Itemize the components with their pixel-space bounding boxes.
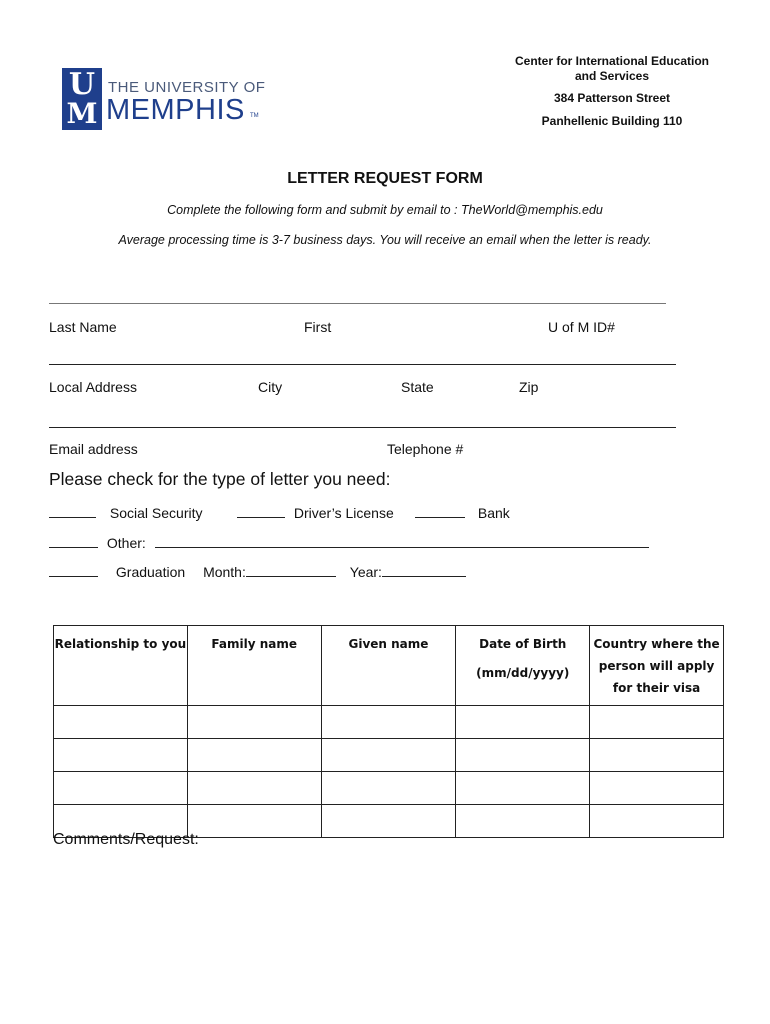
- processing-note: Average processing time is 3-7 business days. You will receive an email when the letter is ready.: [118, 233, 652, 247]
- drivers-license-label: Driver’s License: [293, 505, 394, 521]
- other-option: [49, 535, 649, 551]
- local-address-label: Local Address: [49, 379, 137, 395]
- graduation-option: [49, 564, 466, 580]
- submit-instruction: Complete the following form and submit by email to : TheWorld@memphis.edu: [167, 203, 603, 217]
- last-name-label: Last Name: [49, 319, 117, 335]
- table-cell[interactable]: [187, 739, 321, 772]
- other-label: Other:: [106, 535, 146, 551]
- header-given-name: Given name: [321, 626, 456, 706]
- table-cell[interactable]: [456, 772, 590, 805]
- table-cell[interactable]: [590, 739, 724, 772]
- telephone-label: Telephone #: [387, 441, 464, 457]
- logo-line1: THE UNIVERSITY OF: [108, 79, 266, 96]
- table-row: [54, 706, 724, 739]
- name-line[interactable]: [49, 303, 666, 304]
- state-label: State: [401, 379, 434, 395]
- header-date-of-birth: Date of Birth (mm/dd/yyyy): [456, 626, 590, 706]
- table-row: [54, 772, 724, 805]
- graduation-check[interactable]: [49, 564, 98, 577]
- zip-label: Zip: [519, 379, 539, 395]
- logo-line2: MEMPHIS: [106, 94, 245, 126]
- comments-label: Comments/Request:: [53, 831, 199, 848]
- table-header-row: [54, 626, 724, 706]
- social-security-check[interactable]: [49, 505, 96, 518]
- university-logo: [62, 67, 266, 132]
- monogram-m: M: [66, 97, 98, 130]
- org-name-line1: Center for International Education: [514, 54, 709, 68]
- header-family-name: Family name: [187, 626, 321, 706]
- table-cell[interactable]: [187, 706, 321, 739]
- um-monogram: [62, 68, 102, 130]
- bank-option: [415, 505, 510, 521]
- email-label: Email address: [49, 441, 138, 457]
- table-cell[interactable]: [321, 772, 456, 805]
- table-cell[interactable]: [456, 706, 590, 739]
- table-cell[interactable]: [590, 772, 724, 805]
- other-check[interactable]: [49, 535, 98, 548]
- building-address: Panhellenic Building 110: [541, 114, 683, 128]
- table-cell[interactable]: [590, 706, 724, 739]
- uofm-id-label: U of M ID#: [548, 319, 615, 335]
- header-relationship: Relationship to you: [54, 626, 188, 706]
- table-cell[interactable]: [456, 805, 590, 838]
- graduation-label: Graduation: [115, 564, 186, 580]
- contact-line[interactable]: [49, 427, 676, 428]
- month-label: Month:: [203, 564, 246, 580]
- table-cell[interactable]: [187, 805, 321, 838]
- year-label: Year:: [349, 564, 382, 580]
- table-cell[interactable]: [456, 739, 590, 772]
- letter-type-heading: Please check for the type of letter you need:: [49, 469, 391, 489]
- table-cell[interactable]: [187, 772, 321, 805]
- other-text-line[interactable]: [155, 535, 649, 548]
- form-title: LETTER REQUEST FORM: [287, 170, 483, 187]
- social-security-label: Social Security: [109, 505, 203, 521]
- relatives-table: [53, 625, 724, 838]
- bank-check[interactable]: [415, 505, 465, 518]
- address-line[interactable]: [49, 364, 676, 365]
- street-address: 384 Patterson Street: [553, 91, 671, 105]
- city-label: City: [258, 379, 283, 395]
- table-cell[interactable]: [54, 772, 188, 805]
- table-cell[interactable]: [54, 706, 188, 739]
- header-visa-country: Country where the person will apply for their visa: [590, 626, 724, 706]
- table-cell[interactable]: [54, 739, 188, 772]
- org-name-line2: and Services: [574, 69, 650, 83]
- table-cell[interactable]: [321, 739, 456, 772]
- table-cell[interactable]: [321, 805, 456, 838]
- bank-label: Bank: [477, 505, 510, 521]
- logo-trademark: TM: [250, 113, 259, 119]
- monogram-u: U: [68, 67, 96, 102]
- drivers-license-option: [237, 505, 394, 521]
- year-line[interactable]: [382, 564, 466, 577]
- month-line[interactable]: [246, 564, 336, 577]
- first-name-label: First: [304, 319, 332, 335]
- table-cell[interactable]: [321, 706, 456, 739]
- letter-options-row1: [49, 505, 202, 521]
- drivers-license-check[interactable]: [237, 505, 285, 518]
- table-cell[interactable]: [590, 805, 724, 838]
- table-row: [54, 739, 724, 772]
